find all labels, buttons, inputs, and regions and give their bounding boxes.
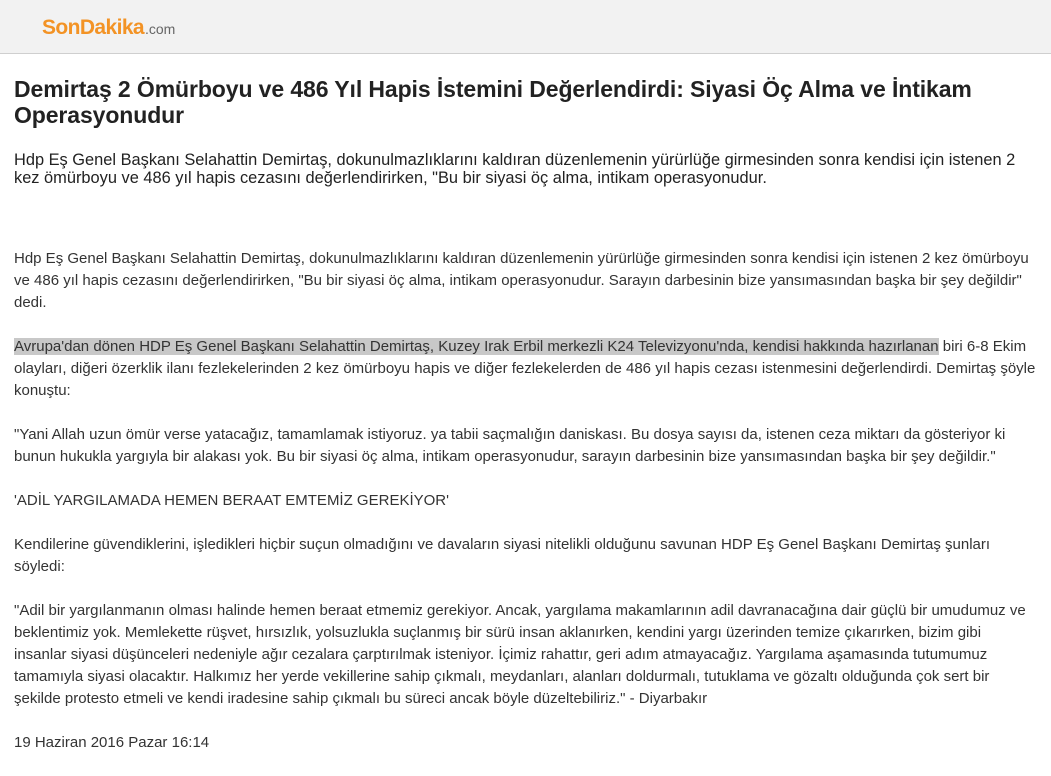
paragraph-2-rest: biri 6-8 Ekim olayları, diğeri özerklik ilanı fezlekelerinden 2 kez ömürboyu hapis ve diğer fezlekelerden de 486 yıl hapis cezası istenmesini değerlendirdi. Demirtaş şöyle konuştu:: [14, 338, 1036, 399]
paragraph-3-quote: "Yani Allah uzun ömür verse yatacağız, tamamlamak istiyoruz. ya tabii saçmalığın daniskası. Bu dosya sayısı da, istenen ceza miktarı da gösteriyor ki bunun hukukla yargıyla bir alakası yok. Bu bir siyasi öç alma, intikam operasyonudur, sarayın darbesinin bize yansımasından başka bir şey değildir.": [14, 426, 1006, 465]
site-logo[interactable]: [42, 15, 175, 41]
article-subheading: 'ADİL YARGILAMADA HEMEN BERAAT EMTEMİZ GEREKİYOR': [14, 492, 449, 509]
article-dateline: 19 Haziran 2016 Pazar 16:14: [14, 734, 210, 751]
article-summary: Hdp Eş Genel Başkanı Selahattin Demirtaş, dokunulmazlıklarını kaldıran düzenlemenin yürürlüğe girmesinden sonra kendisi için istenen 2 kez ömürboyu ve 486 yıl hapis cezasını değerlendirirken, "Bu bir siyasi öç alma, intikam operasyonudur.: [14, 151, 1016, 187]
article-body: [14, 248, 1036, 776]
paragraph-1: Hdp Eş Genel Başkanı Selahattin Demirtaş, dokunulmazlıklarını kaldıran düzenlemenin yürürlüğe girmesinden sonra kendisi için istenen 2 kez ömürboyu ve 486 yıl hapis cezasını değerlendirirken, "Bu bir siyasi öç alma, intikam operasyonudur. Sarayın darbesinin bize yansımasından başka bir şey değildir" dedi.: [14, 250, 1029, 311]
paragraph-4: Kendilerine güvendiklerini, işledikleri hiçbir suçun olmadığını ve davaların siyasi nitelikli olduğunu savunan HDP Eş Genel Başkanı Demirtaş şunları söyledi:: [14, 536, 991, 575]
logo-main-text: SonDakika: [42, 16, 144, 39]
site-header: [0, 0, 1051, 54]
paragraph-5-quote: "Adil bir yargılanmanın olması halinde hemen beraat etmemiz gerekiyor. Ancak, yargılama makamlarının adil davranacağına dair güçlü bir umudumuz ve beklentimiz yok. Memlekette rüşvet, hırsızlık, yolsuzlukla suçlanmış bir sürü insan aklanırken, kendini yargı üzerinden temize çıkarırken, bizim gibi insanlar siyasi düşünceleri nedeniyle ağır cezalara çarptırılmak isteniyor. İçimiz rahattır, geri adım atmayacağız. Yargılama aşamasında tutumumuz tamamıyla siyasi olacaktır. Halkımız her yerde vekillerine sahip çıkmalı, meydanları, alanları doldurmalı, tutuklama ve gözaltı olduğunda çok sert bir şekilde protesto etmeli ve kendi iradesine sahip çıkmalı bu süreci ancak böyle düzeltebiliriz." - Diyarbakır: [14, 602, 1026, 707]
article-title: Demirtaş 2 Ömürboyu ve 486 Yıl Hapis İstemini Değerlendirdi: Siyasi Öç Alma ve İntikam Operasyonudur: [14, 76, 972, 128]
paragraph-2: [14, 336, 1036, 402]
selected-text-highlight: Avrupa'dan dönen HDP Eş Genel Başkanı Selahattin Demirtaş, Kuzey Irak Erbil merkezli K24 Televizyonu'nda, kendisi hakkında hazırlanan: [14, 338, 939, 355]
logo-domain-suffix: .com: [144, 21, 176, 37]
article-header: [14, 76, 1036, 187]
